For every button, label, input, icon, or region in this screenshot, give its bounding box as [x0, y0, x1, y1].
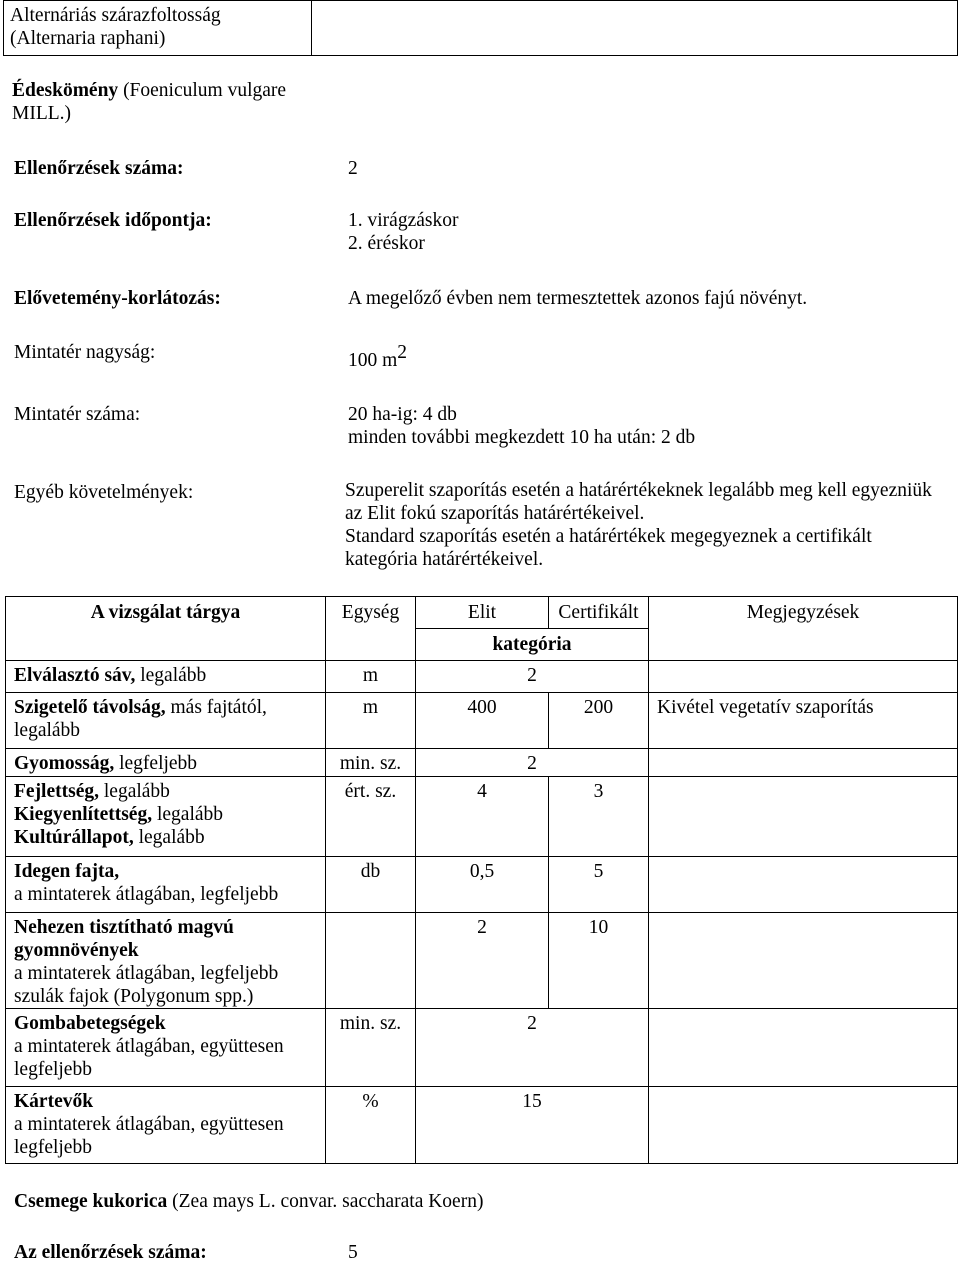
- certified-value-cell: 200: [549, 693, 649, 749]
- category-value-cell: 2: [416, 661, 649, 693]
- sample-area-size-number: 100 m: [348, 350, 398, 371]
- subject-bold: Gombabetegségek: [14, 1013, 166, 1034]
- other-requirements-line: Standard szaporítás esetén a határértékek megegyeznek a certifikált: [345, 526, 872, 547]
- subject-text: a mintaterek átlagában, együttesen: [14, 1036, 284, 1057]
- notes-cell: [649, 661, 958, 693]
- next-species-name: Csemege kukorica: [14, 1191, 168, 1212]
- header-unit: Egység: [326, 597, 416, 661]
- subject-text: legfeljebb: [14, 1137, 92, 1158]
- disease-latin-name: (Alternaria raphani): [10, 28, 166, 49]
- sample-area-size-superscript: 2: [397, 342, 408, 363]
- species-heading: [12, 79, 312, 125]
- subject-text: szulák fajok (Polygonum spp.): [14, 986, 254, 1007]
- requirements-table: [5, 596, 958, 1164]
- category-value-cell: 2: [416, 1009, 649, 1087]
- table-row: [6, 913, 958, 1009]
- subject-text: a mintaterek átlagában, legfeljebb: [14, 884, 279, 905]
- table-row: [6, 1087, 958, 1164]
- unit-cell: min. sz.: [326, 1009, 416, 1087]
- next-inspections-count-value: 5: [348, 1242, 358, 1263]
- subject-text: legfeljebb: [14, 1059, 92, 1080]
- disease-name-cell: [4, 1, 312, 56]
- disease-notes-cell: [312, 1, 958, 56]
- disease-row: [4, 1, 958, 56]
- header-elite: Elit: [416, 597, 549, 629]
- subject-cell: [6, 1087, 326, 1164]
- table-row: [6, 693, 958, 749]
- elite-value-cell: 400: [416, 693, 549, 749]
- elite-value-cell: 4: [416, 777, 549, 857]
- subject-cell: [6, 693, 326, 749]
- notes-cell: Kivétel vegetatív szaporítás: [649, 693, 958, 749]
- subject-cell: [6, 777, 326, 857]
- subject-cell: [6, 749, 326, 777]
- table-row: [6, 1009, 958, 1087]
- inspections-timing-values: [348, 209, 458, 255]
- subject-cell: [6, 857, 326, 913]
- inspections-timing-value: 2. éréskor: [348, 233, 425, 254]
- inspections-count-label: Ellenőrzések száma:: [14, 158, 184, 179]
- species-name: Édeskömény: [12, 80, 119, 101]
- subject-bold: Idegen fajta,: [14, 861, 120, 882]
- sample-area-size-label: Mintatér nagyság:: [14, 342, 156, 363]
- subject-text: legalább: [103, 781, 170, 802]
- elite-value-cell: 0,5: [416, 857, 549, 913]
- table-row: [6, 661, 958, 693]
- subject-cell: [6, 913, 326, 1009]
- notes-cell: [649, 857, 958, 913]
- unit-cell: [326, 913, 416, 1009]
- header-notes: Megjegyzések: [649, 597, 958, 661]
- category-value-cell: 2: [416, 749, 649, 777]
- other-requirements-label: Egyéb követelmények:: [14, 482, 194, 503]
- subject-bold: Fejlettség,: [14, 781, 99, 802]
- unit-cell: %: [326, 1087, 416, 1164]
- unit-cell: m: [326, 693, 416, 749]
- subject-text: legalább: [156, 804, 224, 825]
- table-row: [6, 857, 958, 913]
- disease-table: [3, 0, 958, 56]
- notes-cell: [649, 749, 958, 777]
- subject-bold: Kártevők: [14, 1091, 94, 1112]
- unit-cell: db: [326, 857, 416, 913]
- elite-value-cell: 2: [416, 913, 549, 1009]
- category-value-cell: 15: [416, 1087, 649, 1164]
- disease-name: Alternáriás szárazfoltosság: [10, 5, 221, 26]
- sample-area-count-label: Mintatér száma:: [14, 404, 141, 425]
- notes-cell: [649, 1087, 958, 1164]
- table-row: [6, 749, 958, 777]
- header-certified: Certifikált: [549, 597, 649, 629]
- subject-text: a mintaterek átlagában, együttesen: [14, 1114, 284, 1135]
- inspections-timing-value: 1. virágzáskor: [348, 210, 459, 231]
- subject-bold: Nehezen tisztítható magvú gyomnövények: [14, 917, 234, 961]
- notes-cell: [649, 777, 958, 857]
- subject-cell: [6, 1009, 326, 1087]
- notes-cell: [649, 1009, 958, 1087]
- inspections-count-value: 2: [348, 158, 358, 179]
- subject-bold: Kiegyenlítettség,: [14, 804, 153, 825]
- subject-bold: Kultúrállapot,: [14, 827, 134, 848]
- species-latin-name: (Foeniculum vulgare MILL.): [12, 80, 287, 124]
- unit-cell: min. sz.: [326, 749, 416, 777]
- subject-text: legfeljebb: [119, 753, 198, 774]
- next-species-latin-name: (Zea mays L. convar. saccharata Koern): [172, 1191, 484, 1212]
- subject-cell: [6, 661, 326, 693]
- unit-cell: m: [326, 661, 416, 693]
- certified-value-cell: 3: [549, 777, 649, 857]
- unit-cell: ért. sz.: [326, 777, 416, 857]
- notes-cell: [649, 913, 958, 1009]
- subject-bold: Elválasztó sáv,: [14, 665, 136, 686]
- certified-value-cell: 10: [549, 913, 649, 1009]
- sample-area-count-value: minden további megkezdett 10 ha után: 2 db: [348, 427, 696, 448]
- subject-text: legalább: [138, 827, 205, 848]
- subject-text: más fajtától, legalább: [14, 697, 267, 741]
- other-requirements-line: Szuperelit szaporítás esetén a határértékeknek legalább meg kell egyezniük: [345, 480, 932, 501]
- table-row: [6, 777, 958, 857]
- subject-bold: Szigetelő távolság,: [14, 697, 166, 718]
- table-header-row: [6, 597, 958, 629]
- other-requirements-text: [345, 479, 932, 571]
- header-category: kategória: [416, 629, 649, 661]
- sample-area-count-values: [348, 403, 695, 449]
- other-requirements-line: kategória határértékeivel.: [345, 549, 544, 570]
- next-species-heading: [14, 1190, 483, 1213]
- certified-value-cell: 5: [549, 857, 649, 913]
- inspections-timing-label: Ellenőrzések időpontja:: [14, 210, 212, 231]
- other-requirements-line: az Elit fokú szaporítás határértékeivel.: [345, 503, 645, 524]
- previous-crop-label: Elővetemény-korlátozás:: [14, 288, 221, 309]
- subject-bold: Gyomosság,: [14, 753, 115, 774]
- subject-text: a mintaterek átlagában, legfeljebb: [14, 963, 279, 984]
- next-inspections-count-label: Az ellenőrzések száma:: [14, 1242, 207, 1263]
- header-subject: A vizsgálat tárgya: [6, 597, 326, 661]
- previous-crop-value: A megelőző évben nem termesztettek azonos fajú növényt.: [348, 288, 808, 309]
- sample-area-count-value: 20 ha-ig: 4 db: [348, 404, 457, 425]
- sample-area-size-value: [348, 342, 408, 372]
- subject-text: legalább: [140, 665, 207, 686]
